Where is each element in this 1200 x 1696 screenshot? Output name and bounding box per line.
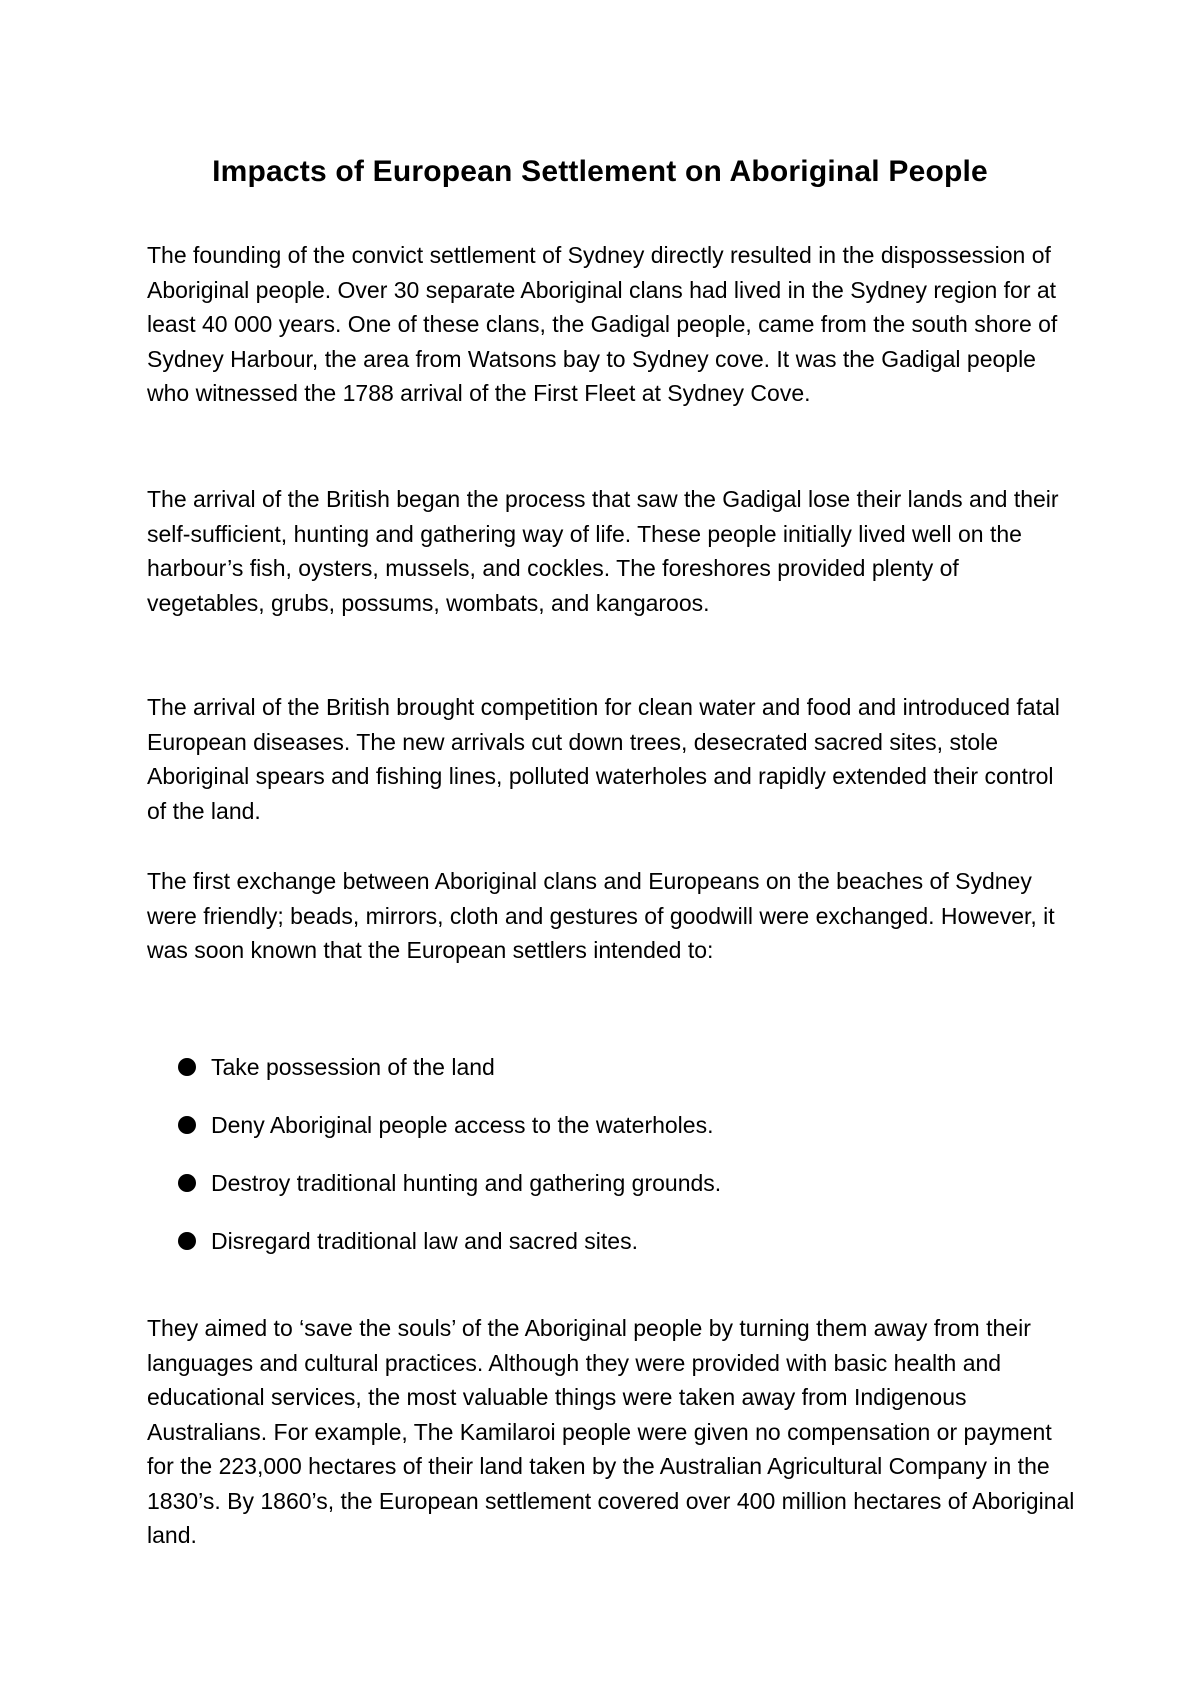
bullet-dot-icon: [178, 1232, 196, 1250]
list-item-text: Disregard traditional law and sacred sites.: [211, 1228, 638, 1254]
paragraph-closing: They aimed to ‘save the souls’ of the Aboriginal people by turning them away from their languages and cultural practices. Although they were provided with basic health and educational services, the most valuable things were taken away from Indigenous Australians. For example, The Kamilaroi people were given no compensation or payment for the 223,000 hectares of their land taken by the Australian Agricultural Company in the 1830’s. By 1860’s, the European settlement covered over 400 million hectares of Aboriginal land.: [147, 1315, 1075, 1548]
list-item: [178, 1224, 1058, 1258]
document-title: Impacts of European Settlement on Aboriginal People: [212, 155, 988, 188]
list-item-text: Take possession of the land: [211, 1054, 495, 1080]
bullet-dot-icon: [178, 1174, 196, 1192]
list-item: [178, 1050, 1058, 1084]
paragraph-first-exchange: The first exchange between Aboriginal clans and Europeans on the beaches of Sydney were friendly; beads, mirrors, cloth and gestures of goodwill were exchanged. However, it was soon known that the European settlers intended to:: [147, 868, 1055, 963]
paragraph-competition: The arrival of the British brought competition for clean water and food and introduced fatal European diseases. The new arrivals cut down trees, desecrated sacred sites, stole Aboriginal spears and fishing lines, polluted waterholes and rapidly extended their control of the land.: [147, 694, 1060, 824]
list-item: [178, 1108, 1058, 1142]
list-item-text: Destroy traditional hunting and gathering grounds.: [211, 1170, 722, 1196]
list-item: [178, 1166, 1058, 1200]
paragraph-arrival-british: The arrival of the British began the process that saw the Gadigal lose their lands and their self-sufficient, hunting and gathering way of life. These people initially lived well on the harbour’s fish, oysters, mussels, and cockles. The foreshores provided plenty of vegetables, grubs, possums, wombats, and kangaroos.: [147, 486, 1059, 616]
intentions-list: [178, 1050, 1058, 1282]
bullet-dot-icon: [178, 1116, 196, 1134]
list-item-text: Deny Aboriginal people access to the waterholes.: [211, 1112, 714, 1138]
paragraph-founding: The founding of the convict settlement of Sydney directly resulted in the dispossession of Aboriginal people. Over 30 separate Aboriginal clans had lived in the Sydney region for at least 40 000 years. One of these clans, the Gadigal people, came from the south shore of Sydney Harbour, the area from Watsons bay to Sydney cove. It was the Gadigal people who witnessed the 1788 arrival of the First Fleet at Sydney Cove.: [147, 242, 1058, 406]
bullet-dot-icon: [178, 1058, 196, 1076]
